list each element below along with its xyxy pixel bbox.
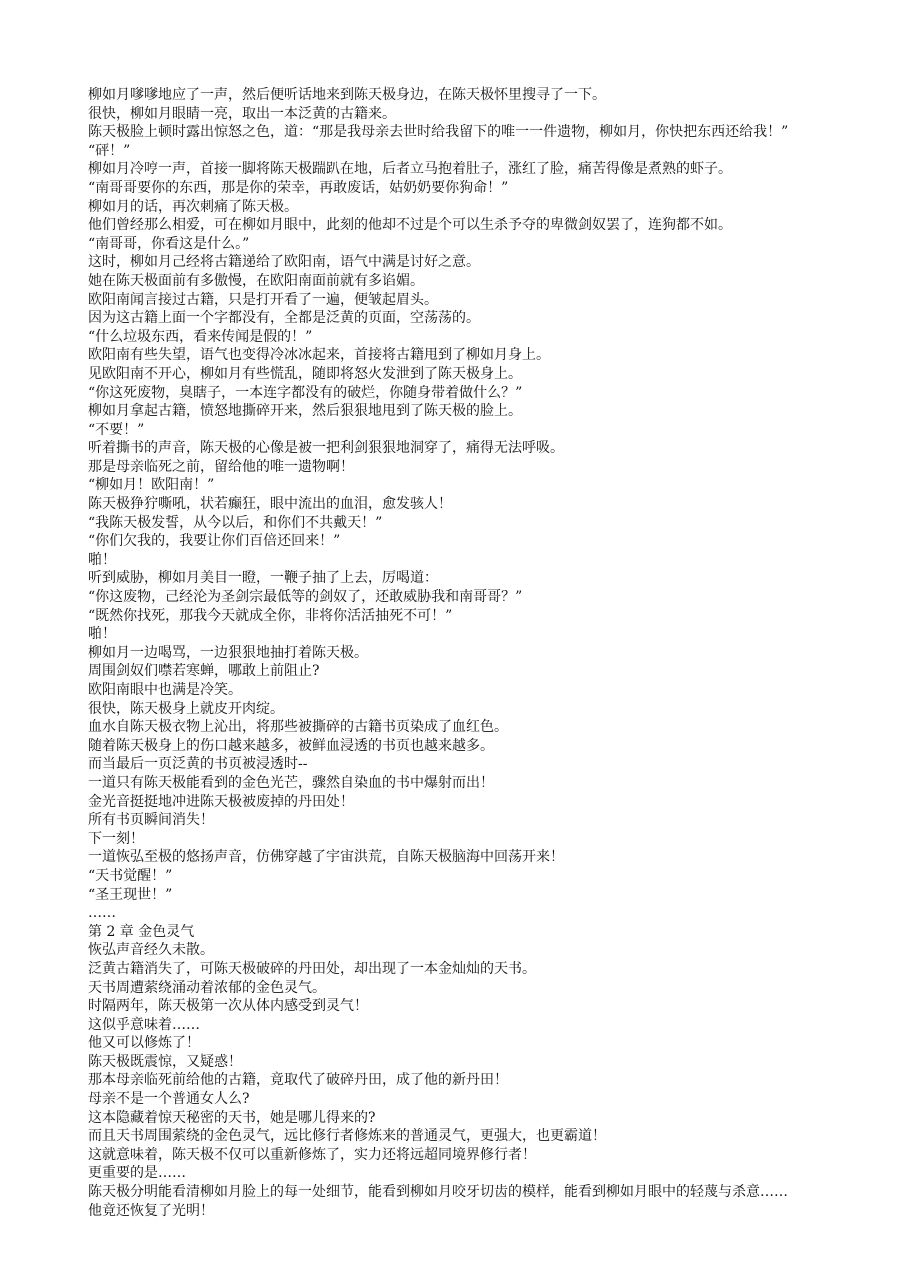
text-line: “什么垃圾东西，看来传闻是假的！” xyxy=(88,328,313,345)
text-line: 而且天书周围萦绕的金色灵气，远比修行者修炼来的普通灵气，更强大，也更霸道！ xyxy=(88,1128,606,1145)
text-line: 柳如月嗲嗲地应了一声，然后便听话地来到陈天极身边，在陈天极怀里搜寻了一下。 xyxy=(88,87,606,103)
text-line: 陈天极既震惊，又疑惑！ xyxy=(88,1053,242,1070)
text-line: 时隔两年，陈天极第一次从体内感受到灵气！ xyxy=(88,998,368,1015)
text-line: 随着陈天极身上的伤口越来越多，被鲜血浸透的书页也越来越多。 xyxy=(88,737,494,754)
chapter-heading: 第 2 章 金色灵气 xyxy=(88,923,195,940)
text-line: “你这废物，己经沦为圣剑宗最低等的剑奴了，还敢威胁我和南哥哥？” xyxy=(88,589,523,606)
document-body xyxy=(88,86,824,1220)
text-line: “柳如月！欧阳南！” xyxy=(88,477,215,494)
text-line: 啪！ xyxy=(88,626,116,643)
text-line: 陈天极脸上顿时露出惊怒之色，道：“那是我母亲去世时给我留下的唯一一件遗物，柳如月，你快把东西还给我！” xyxy=(88,124,789,141)
text-line: 周围剑奴们噤若寒蝉，哪敢上前阻止? xyxy=(88,663,320,680)
text-line: 柳如月冷哼一声，首接一脚将陈天极踹趴在地，后者立马抱着肚子，涨红了脸，痛苦得像是煮熟的虾子。 xyxy=(88,161,732,178)
text-line: 听着撕书的声音，陈天极的心像是被一把利剑狠狠地洞穿了，痛得无法呼吸。 xyxy=(88,440,564,457)
text-line: 一道只有陈天极能看到的金色光芒，骤然自染血的书中爆射而出！ xyxy=(88,774,494,791)
text-line: 金光音挺挺地冲进陈天极被废掉的丹田处！ xyxy=(88,793,354,810)
text-line: “不要！” xyxy=(88,421,145,438)
text-line: 见欧阳南不开心，柳如月有些慌乱，随即将怒火发泄到了陈天极身上。 xyxy=(88,365,522,382)
text-line: 所有书页瞬间消失！ xyxy=(88,812,214,829)
text-line: “天书觉醒！” xyxy=(88,867,173,884)
text-line: 柳如月一边喝骂，一边狠狠地抽打着陈天极。 xyxy=(88,644,368,661)
text-line: 欧阳南眼中也满是冷笑。 xyxy=(88,682,242,698)
text-line: 这似乎意味着…… xyxy=(88,1016,200,1033)
text-line: “你们欠我的，我要让你们百倍还回来！” xyxy=(88,533,341,550)
text-line: 啪！ xyxy=(88,551,116,568)
text-line: 他竟还恢复了光明！ xyxy=(88,1202,214,1219)
text-line: 她在陈天极面前有多傲慢，在欧阳南面前就有多谄媚。 xyxy=(88,272,424,289)
text-line: 因为这古籍上面一个字都没有，全都是泛黄的页面，空荡荡的。 xyxy=(88,310,480,327)
text-line: “砰！” xyxy=(88,142,131,159)
text-line: 他们曾经那么相爱，可在柳如月眼中，此刻的他却不过是个可以生杀予夺的卑微剑奴罢了，连狗都不如。 xyxy=(88,217,732,234)
text-line: 欧阳南有些失望，语气也变得冷冰冰起来，首接将古籍甩到了柳如月身上。 xyxy=(88,347,550,364)
text-line: 陈天极分明能看清柳如月脸上的每一处细节，能看到柳如月咬牙切齿的模样，能看到柳如月眼中的轻蔑与杀意…… xyxy=(88,1184,788,1201)
text-line: 这时，柳如月己经将古籍递给了欧阳南，语气中满是讨好之意。 xyxy=(88,254,480,271)
text-line: 柳如月的话，再次刺痛了陈天极。 xyxy=(88,198,298,215)
text-line: “南哥哥要你的东西，那是你的荣幸，再敢废话，姑奶奶要你狗命！” xyxy=(88,179,509,196)
text-line: 母亲不是一个普通女人么? xyxy=(88,1091,250,1108)
text-line: 天书周遭萦绕涌动着浓郁的金色灵气。 xyxy=(88,979,326,996)
text-line: 更重要的是…… xyxy=(88,1165,186,1182)
text-line: 泛黄古籍消失了，可陈天极破碎的丹田处，却出现了一本金灿灿的天书。 xyxy=(88,960,536,977)
text-line: 听到威胁，柳如月美目一瞪，一鞭子抽了上去，厉喝道： xyxy=(88,570,438,587)
text-line: 很快，陈天极身上就皮开肉绽。 xyxy=(88,700,284,717)
text-line: 很快，柳如月眼睛一亮，取出一本泛黄的古籍来。 xyxy=(88,105,396,122)
text-line: 那本母亲临死前给他的古籍，竟取代了破碎丹田，成了他的新丹田！ xyxy=(88,1072,508,1089)
text-line: 而当最后一页泛黄的书页被浸透时-- xyxy=(88,756,308,773)
text-line: “既然你找死，那我今天就成全你，非将你活活抽死不可！” xyxy=(88,607,453,624)
text-line: “圣王现世！” xyxy=(88,886,173,903)
text-line: 欧阳南闻言接过古籍，只是打开看了一遍，便皱起眉头。 xyxy=(88,291,438,308)
text-line: “我陈天极发誓，从今以后，和你们不共戴天！” xyxy=(88,514,383,531)
text-line: 柳如月拿起古籍，愤怒地撕碎开来，然后狠狠地甩到了陈天极的脸上。 xyxy=(88,403,522,420)
text-line: 一道恢弘至极的悠扬声音，仿佛穿越了宇宙洪荒，自陈天极脑海中回荡开来！ xyxy=(88,849,564,866)
text-line: 陈天极狰狞嘶吼，状若癫狂，眼中流出的血泪，愈发骇人！ xyxy=(88,496,452,513)
text-line: 下一刻！ xyxy=(88,830,144,847)
text-line: 这就意味着，陈天极不仅可以重新修炼了，实力还将远超同境界修行者！ xyxy=(88,1146,536,1163)
text-line: 这本隐藏着惊天秘密的天书，她是哪儿得来的? xyxy=(88,1109,376,1126)
text-line: 恢弘声音经久未散。 xyxy=(88,942,214,959)
text-line: 他又可以修炼了！ xyxy=(88,1035,200,1052)
text-line: 血水自陈天极衣物上沁出，将那些被撕碎的古籍书页染成了血红色。 xyxy=(88,719,508,736)
text-line: …… xyxy=(88,905,116,922)
text-line: “你这死废物，臭瞎子，一本连字都没有的破烂，你随身带着做什么？” xyxy=(88,384,523,401)
text-line: 那是母亲临死之前，留给他的唯一遗物啊！ xyxy=(88,458,354,475)
text-line: “南哥哥，你看这是什么。” xyxy=(88,235,250,252)
